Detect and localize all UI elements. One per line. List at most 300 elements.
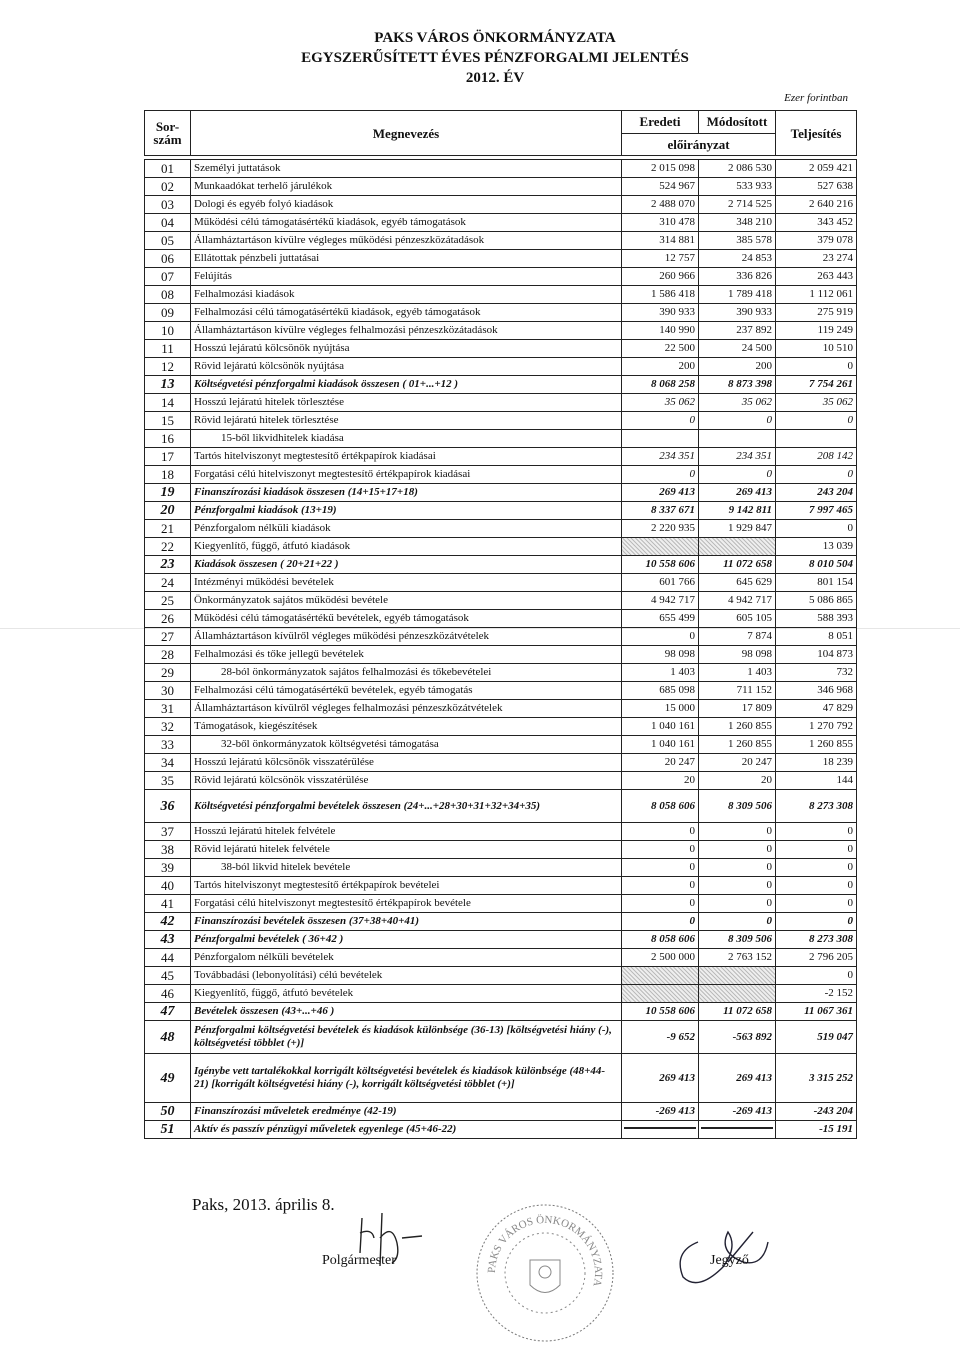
table-row [145, 232, 857, 250]
value-modified: -269 413 [699, 1103, 776, 1121]
table-row [145, 895, 857, 913]
value-actual: 379 078 [776, 232, 857, 250]
svg-text:PAKS VÁROS ÖNKORMÁNYZATA [486, 1214, 604, 1288]
value-original: 0 [622, 841, 699, 859]
value-actual: 18 239 [776, 754, 857, 772]
value-original: 0 [622, 412, 699, 430]
value-actual: 8 051 [776, 628, 857, 646]
value-modified: 237 892 [699, 322, 776, 340]
value-modified [699, 1121, 776, 1139]
value-actual: 8 273 308 [776, 931, 857, 949]
row-label: 38-ból likvid hitelek bevétele [191, 859, 622, 877]
value-actual: 0 [776, 412, 857, 430]
table-row [145, 949, 857, 967]
row-number: 17 [145, 448, 191, 466]
row-number: 02 [145, 178, 191, 196]
value-original: 0 [622, 859, 699, 877]
value-original: 1 586 418 [622, 286, 699, 304]
header-sorszam: Sor-szám [145, 111, 191, 156]
value-original: 2 015 098 [622, 160, 699, 178]
row-label: Rövid lejáratú hitelek törlesztése [191, 412, 622, 430]
value-original [622, 538, 699, 556]
row-label: Kiegyenlítő, függő, átfutó bevételek [191, 985, 622, 1003]
row-label: Tartós hitelviszonyt megtestesítő értékpapírok bevételei [191, 877, 622, 895]
value-actual: 144 [776, 772, 857, 790]
row-label: Felhalmozási és tőke jellegű bevételek [191, 646, 622, 664]
value-modified: 390 933 [699, 304, 776, 322]
value-original: 685 098 [622, 682, 699, 700]
value-original: 234 351 [622, 448, 699, 466]
value-actual [776, 430, 857, 448]
value-original: 8 058 606 [622, 931, 699, 949]
table-row [145, 628, 857, 646]
value-actual: 519 047 [776, 1021, 857, 1054]
row-label: Felhalmozási kiadások [191, 286, 622, 304]
table-row [145, 646, 857, 664]
table-row [145, 556, 857, 574]
value-original: 1 040 161 [622, 718, 699, 736]
table-row [145, 1103, 857, 1121]
value-modified: 11 072 658 [699, 556, 776, 574]
value-original: 12 757 [622, 250, 699, 268]
value-original [622, 1121, 699, 1139]
row-label: Felújítás [191, 268, 622, 286]
jegyzo-label: Jegyző [710, 1253, 749, 1268]
value-original: 200 [622, 358, 699, 376]
table-row [145, 841, 857, 859]
value-actual: 588 393 [776, 610, 857, 628]
row-label: Finanszírozási bevételek összesen (37+38+40+41) [191, 913, 622, 931]
value-modified: 269 413 [699, 1054, 776, 1103]
value-original: 655 499 [622, 610, 699, 628]
table-row [145, 340, 857, 358]
value-actual: 5 086 865 [776, 592, 857, 610]
value-modified: 1 260 855 [699, 736, 776, 754]
table-row [145, 718, 857, 736]
value-original [622, 985, 699, 1003]
document-title-line2: EGYSZERŰSÍTETT ÉVES PÉNZFORGALMI JELENTÉS [301, 50, 689, 66]
row-label: Intézményi működési bevételek [191, 574, 622, 592]
row-number: 25 [145, 592, 191, 610]
value-original: 524 967 [622, 178, 699, 196]
table-row [145, 823, 857, 841]
row-number: 11 [145, 340, 191, 358]
value-modified [699, 967, 776, 985]
value-modified: 1 789 418 [699, 286, 776, 304]
value-original: 269 413 [622, 484, 699, 502]
value-actual: 0 [776, 913, 857, 931]
table-row [145, 376, 857, 394]
row-number: 10 [145, 322, 191, 340]
row-number: 13 [145, 376, 191, 394]
value-actual: 801 154 [776, 574, 857, 592]
row-label: Pénzforgalmi bevételek ( 36+42 ) [191, 931, 622, 949]
value-original: 0 [622, 877, 699, 895]
table-row [145, 664, 857, 682]
value-actual: 8 273 308 [776, 790, 857, 823]
value-modified: 9 142 811 [699, 502, 776, 520]
table-row [145, 700, 857, 718]
row-label: Kiadások összesen ( 20+21+22 ) [191, 556, 622, 574]
value-original: 2 220 935 [622, 520, 699, 538]
row-number: 08 [145, 286, 191, 304]
row-number: 26 [145, 610, 191, 628]
official-seal [472, 1200, 618, 1346]
row-number: 24 [145, 574, 191, 592]
table-row [145, 1003, 857, 1021]
value-original: 8 068 258 [622, 376, 699, 394]
value-actual: 0 [776, 859, 857, 877]
table-row [145, 859, 857, 877]
row-label: Államháztartáson kívülről végleges felhalmozási pénzeszközátvételek [191, 700, 622, 718]
value-modified: 24 853 [699, 250, 776, 268]
row-label: 28-ból önkormányzatok sajátos felhalmozási és tőkebevételei [191, 664, 622, 682]
value-modified: 0 [699, 913, 776, 931]
value-actual: 0 [776, 895, 857, 913]
row-number: 40 [145, 877, 191, 895]
value-original: 310 478 [622, 214, 699, 232]
row-label: Személyi juttatások [191, 160, 622, 178]
row-label: Finanszírozási műveletek eredménye (42-19) [191, 1103, 622, 1121]
table-row [145, 682, 857, 700]
value-modified: 7 874 [699, 628, 776, 646]
table-row [145, 214, 857, 232]
value-modified: 8 309 506 [699, 931, 776, 949]
row-number: 30 [145, 682, 191, 700]
table-row [145, 790, 857, 823]
row-number: 43 [145, 931, 191, 949]
value-modified: 2 714 525 [699, 196, 776, 214]
row-label: Hosszú lejáratú hitelek felvétele [191, 823, 622, 841]
value-original: 0 [622, 895, 699, 913]
value-modified: 234 351 [699, 448, 776, 466]
value-modified: 8 873 398 [699, 376, 776, 394]
row-number: 47 [145, 1003, 191, 1021]
value-original: 8 337 671 [622, 502, 699, 520]
table-row [145, 913, 857, 931]
header-eredeti: Eredeti [622, 111, 699, 134]
value-actual: 35 062 [776, 394, 857, 412]
row-number: 39 [145, 859, 191, 877]
row-number: 41 [145, 895, 191, 913]
row-number: 20 [145, 502, 191, 520]
row-label: Rövid lejáratú hitelek felvétele [191, 841, 622, 859]
table-row [145, 286, 857, 304]
row-number: 48 [145, 1021, 191, 1054]
value-modified: 348 210 [699, 214, 776, 232]
row-label: Rövid lejáratú kölcsönök visszatérülése [191, 772, 622, 790]
value-modified: 4 942 717 [699, 592, 776, 610]
row-label: Működési célú támogatásértékű bevételek, egyéb támogatások [191, 610, 622, 628]
row-label: 32-ből önkormányzatok költségvetési támogatása [191, 736, 622, 754]
row-label: 15-ből likvidhitelek kiadása [191, 430, 622, 448]
table-row [145, 358, 857, 376]
value-original: 8 058 606 [622, 790, 699, 823]
value-modified: 533 933 [699, 178, 776, 196]
value-modified [699, 985, 776, 1003]
row-number: 35 [145, 772, 191, 790]
table-row [145, 484, 857, 502]
value-modified: 711 152 [699, 682, 776, 700]
value-actual: 1 260 855 [776, 736, 857, 754]
row-number: 31 [145, 700, 191, 718]
value-actual: 243 204 [776, 484, 857, 502]
value-modified: 2 763 152 [699, 949, 776, 967]
table-row [145, 736, 857, 754]
value-modified: 0 [699, 877, 776, 895]
row-number: 38 [145, 841, 191, 859]
row-number: 28 [145, 646, 191, 664]
row-number: 21 [145, 520, 191, 538]
row-number: 16 [145, 430, 191, 448]
row-number: 07 [145, 268, 191, 286]
value-modified: 200 [699, 358, 776, 376]
table-row [145, 304, 857, 322]
value-actual: 8 010 504 [776, 556, 857, 574]
table-row [145, 592, 857, 610]
value-modified: 11 072 658 [699, 1003, 776, 1021]
header-teljesites: Teljesítés [776, 111, 857, 156]
value-actual: 23 274 [776, 250, 857, 268]
value-actual: 0 [776, 823, 857, 841]
header-megnevezes: Megnevezés [191, 111, 622, 156]
row-number: 49 [145, 1054, 191, 1103]
value-original: 601 766 [622, 574, 699, 592]
row-label: Felhalmozási célú támogatásértékű bevételek, egyéb támogatás [191, 682, 622, 700]
financial-report-table [144, 110, 857, 1139]
value-modified: 17 809 [699, 700, 776, 718]
row-number: 23 [145, 556, 191, 574]
value-modified: 0 [699, 412, 776, 430]
row-number: 18 [145, 466, 191, 484]
document-title-line1: PAKS VÁROS ÖNKORMÁNYZATA [374, 30, 616, 46]
table-row [145, 1054, 857, 1103]
value-actual: -243 204 [776, 1103, 857, 1121]
value-original: 15 000 [622, 700, 699, 718]
value-modified: 645 629 [699, 574, 776, 592]
value-actual: 10 510 [776, 340, 857, 358]
value-original: 20 [622, 772, 699, 790]
unit-label: Ezer forintban [784, 92, 848, 104]
value-modified: 20 247 [699, 754, 776, 772]
value-actual: 2 059 421 [776, 160, 857, 178]
row-number: 12 [145, 358, 191, 376]
table-row [145, 772, 857, 790]
value-original: 0 [622, 823, 699, 841]
row-number: 36 [145, 790, 191, 823]
value-actual: 2 796 205 [776, 949, 857, 967]
value-actual: 2 640 216 [776, 196, 857, 214]
row-number: 42 [145, 913, 191, 931]
value-original: -9 652 [622, 1021, 699, 1054]
value-modified: 385 578 [699, 232, 776, 250]
row-label: Forgatási célú hitelviszonyt megtestesítő értékpapírok kiadásai [191, 466, 622, 484]
row-label: Kiegyenlítő, függő, átfutó kiadások [191, 538, 622, 556]
table-row [145, 610, 857, 628]
value-actual: 119 249 [776, 322, 857, 340]
value-modified [699, 430, 776, 448]
row-number: 44 [145, 949, 191, 967]
row-label: Dologi és egyéb folyó kiadások [191, 196, 622, 214]
value-actual: 0 [776, 466, 857, 484]
row-label: Tartós hitelviszonyt megtestesítő értékpapírok kiadásai [191, 448, 622, 466]
table-row [145, 574, 857, 592]
value-actual: 7 997 465 [776, 502, 857, 520]
value-actual: -15 191 [776, 1121, 857, 1139]
table-row [145, 412, 857, 430]
row-label: Pénzforgalmi kiadások (13+19) [191, 502, 622, 520]
row-label: Hosszú lejáratú hitelek törlesztése [191, 394, 622, 412]
row-label: Pénzforgalmi költségvetési bevételek és kiadások különbsége (36-13) [költségvetési hiány (-), költségvetési többlet (+)] [191, 1021, 622, 1054]
value-modified: 35 062 [699, 394, 776, 412]
value-actual: -2 152 [776, 985, 857, 1003]
table-row [145, 430, 857, 448]
row-number: 09 [145, 304, 191, 322]
value-modified: 98 098 [699, 646, 776, 664]
value-modified: 2 086 530 [699, 160, 776, 178]
value-original [622, 967, 699, 985]
value-original: 98 098 [622, 646, 699, 664]
row-number: 19 [145, 484, 191, 502]
value-actual: 732 [776, 664, 857, 682]
value-actual: 3 315 252 [776, 1054, 857, 1103]
value-modified: 605 105 [699, 610, 776, 628]
row-label: Forgatási célú hitelviszonyt megtestesítő értékpapírok bevétele [191, 895, 622, 913]
row-number: 15 [145, 412, 191, 430]
value-actual: 275 919 [776, 304, 857, 322]
table-body [145, 160, 857, 1139]
row-number: 50 [145, 1103, 191, 1121]
row-label: Finanszírozási kiadások összesen (14+15+17+18) [191, 484, 622, 502]
value-modified: 0 [699, 859, 776, 877]
row-label: Továbbadási (lebonyolítási) célú bevételek [191, 967, 622, 985]
row-label: Hosszú lejáratú kölcsönök nyújtása [191, 340, 622, 358]
value-modified: 1 929 847 [699, 520, 776, 538]
row-label: Pénzforgalom nélküli kiadások [191, 520, 622, 538]
value-actual: 263 443 [776, 268, 857, 286]
table-row [145, 1021, 857, 1054]
row-number: 05 [145, 232, 191, 250]
table-row [145, 178, 857, 196]
value-modified [699, 538, 776, 556]
row-number: 04 [145, 214, 191, 232]
value-original: 1 403 [622, 664, 699, 682]
table-row [145, 448, 857, 466]
value-actual: 1 112 061 [776, 286, 857, 304]
table-row [145, 967, 857, 985]
table-row [145, 160, 857, 178]
value-actual: 0 [776, 358, 857, 376]
table-row [145, 1121, 857, 1139]
header-eloiranyzat: előirányzat [622, 133, 776, 156]
value-original: 0 [622, 466, 699, 484]
value-modified: 8 309 506 [699, 790, 776, 823]
value-modified: 0 [699, 841, 776, 859]
table-row [145, 502, 857, 520]
value-original: 0 [622, 913, 699, 931]
header-modositott: Módosított [699, 111, 776, 134]
row-number: 45 [145, 967, 191, 985]
value-original: 20 247 [622, 754, 699, 772]
table-row [145, 394, 857, 412]
value-actual: 0 [776, 877, 857, 895]
value-original: 2 500 000 [622, 949, 699, 967]
value-actual: 13 039 [776, 538, 857, 556]
value-original: 10 558 606 [622, 1003, 699, 1021]
row-label: Költségvetési pénzforgalmi bevételek összesen (24+...+28+30+31+32+34+35) [191, 790, 622, 823]
value-modified: 269 413 [699, 484, 776, 502]
value-actual: 104 873 [776, 646, 857, 664]
value-original: 314 881 [622, 232, 699, 250]
row-label: Aktív és passzív pénzügyi műveletek egyenlege (45+46-22) [191, 1121, 622, 1139]
table-row [145, 538, 857, 556]
value-modified: 20 [699, 772, 776, 790]
row-label: Bevételek összesen (43+...+46 ) [191, 1003, 622, 1021]
table-row [145, 196, 857, 214]
value-original: 260 966 [622, 268, 699, 286]
value-actual: 0 [776, 520, 857, 538]
table-row [145, 466, 857, 484]
table-row [145, 322, 857, 340]
value-modified: 0 [699, 895, 776, 913]
row-label: Államháztartáson kívülre végleges felhalmozási pénzeszközátadások [191, 322, 622, 340]
value-original: -269 413 [622, 1103, 699, 1121]
value-modified: 24 500 [699, 340, 776, 358]
seal-text: PAKS VÁROS ÖNKORMÁNYZATA [485, 1213, 605, 1288]
value-original: 4 942 717 [622, 592, 699, 610]
table-row [145, 877, 857, 895]
value-actual: 346 968 [776, 682, 857, 700]
row-label: Államháztartáson kívülről végleges működési pénzeszközátvételek [191, 628, 622, 646]
row-label: Munkaadókat terhelő járulékok [191, 178, 622, 196]
value-actual: 11 067 361 [776, 1003, 857, 1021]
value-modified: 336 826 [699, 268, 776, 286]
row-number: 06 [145, 250, 191, 268]
value-actual: 7 754 261 [776, 376, 857, 394]
value-actual: 47 829 [776, 700, 857, 718]
row-label: Ellátottak pénzbeli juttatásai [191, 250, 622, 268]
table-row [145, 250, 857, 268]
value-original: 35 062 [622, 394, 699, 412]
row-number: 14 [145, 394, 191, 412]
row-label: Működési célú támogatásértékű kiadások, egyéb támogatások [191, 214, 622, 232]
row-number: 27 [145, 628, 191, 646]
value-original [622, 430, 699, 448]
table-row [145, 931, 857, 949]
value-actual: 0 [776, 967, 857, 985]
polgarmester-label: Polgármester [322, 1253, 396, 1268]
value-actual: 343 452 [776, 214, 857, 232]
table-row [145, 754, 857, 772]
value-original: 140 990 [622, 322, 699, 340]
value-original: 1 040 161 [622, 736, 699, 754]
value-original: 390 933 [622, 304, 699, 322]
row-label: Önkormányzatok sajátos működési bevétele [191, 592, 622, 610]
value-original: 10 558 606 [622, 556, 699, 574]
row-number: 34 [145, 754, 191, 772]
row-label: Államháztartáson kívülre végleges működési pénzeszközátadások [191, 232, 622, 250]
table-row [145, 520, 857, 538]
row-number: 32 [145, 718, 191, 736]
value-modified: -563 892 [699, 1021, 776, 1054]
row-number: 22 [145, 538, 191, 556]
row-label: Költségvetési pénzforgalmi kiadások összesen ( 01+...+12 ) [191, 376, 622, 394]
place-date: Paks, 2013. április 8. [192, 1195, 335, 1214]
row-label: Pénzforgalom nélküli bevételek [191, 949, 622, 967]
row-label: Rövid lejáratú kölcsönök nyújtása [191, 358, 622, 376]
table-row [145, 268, 857, 286]
row-number: 46 [145, 985, 191, 1003]
